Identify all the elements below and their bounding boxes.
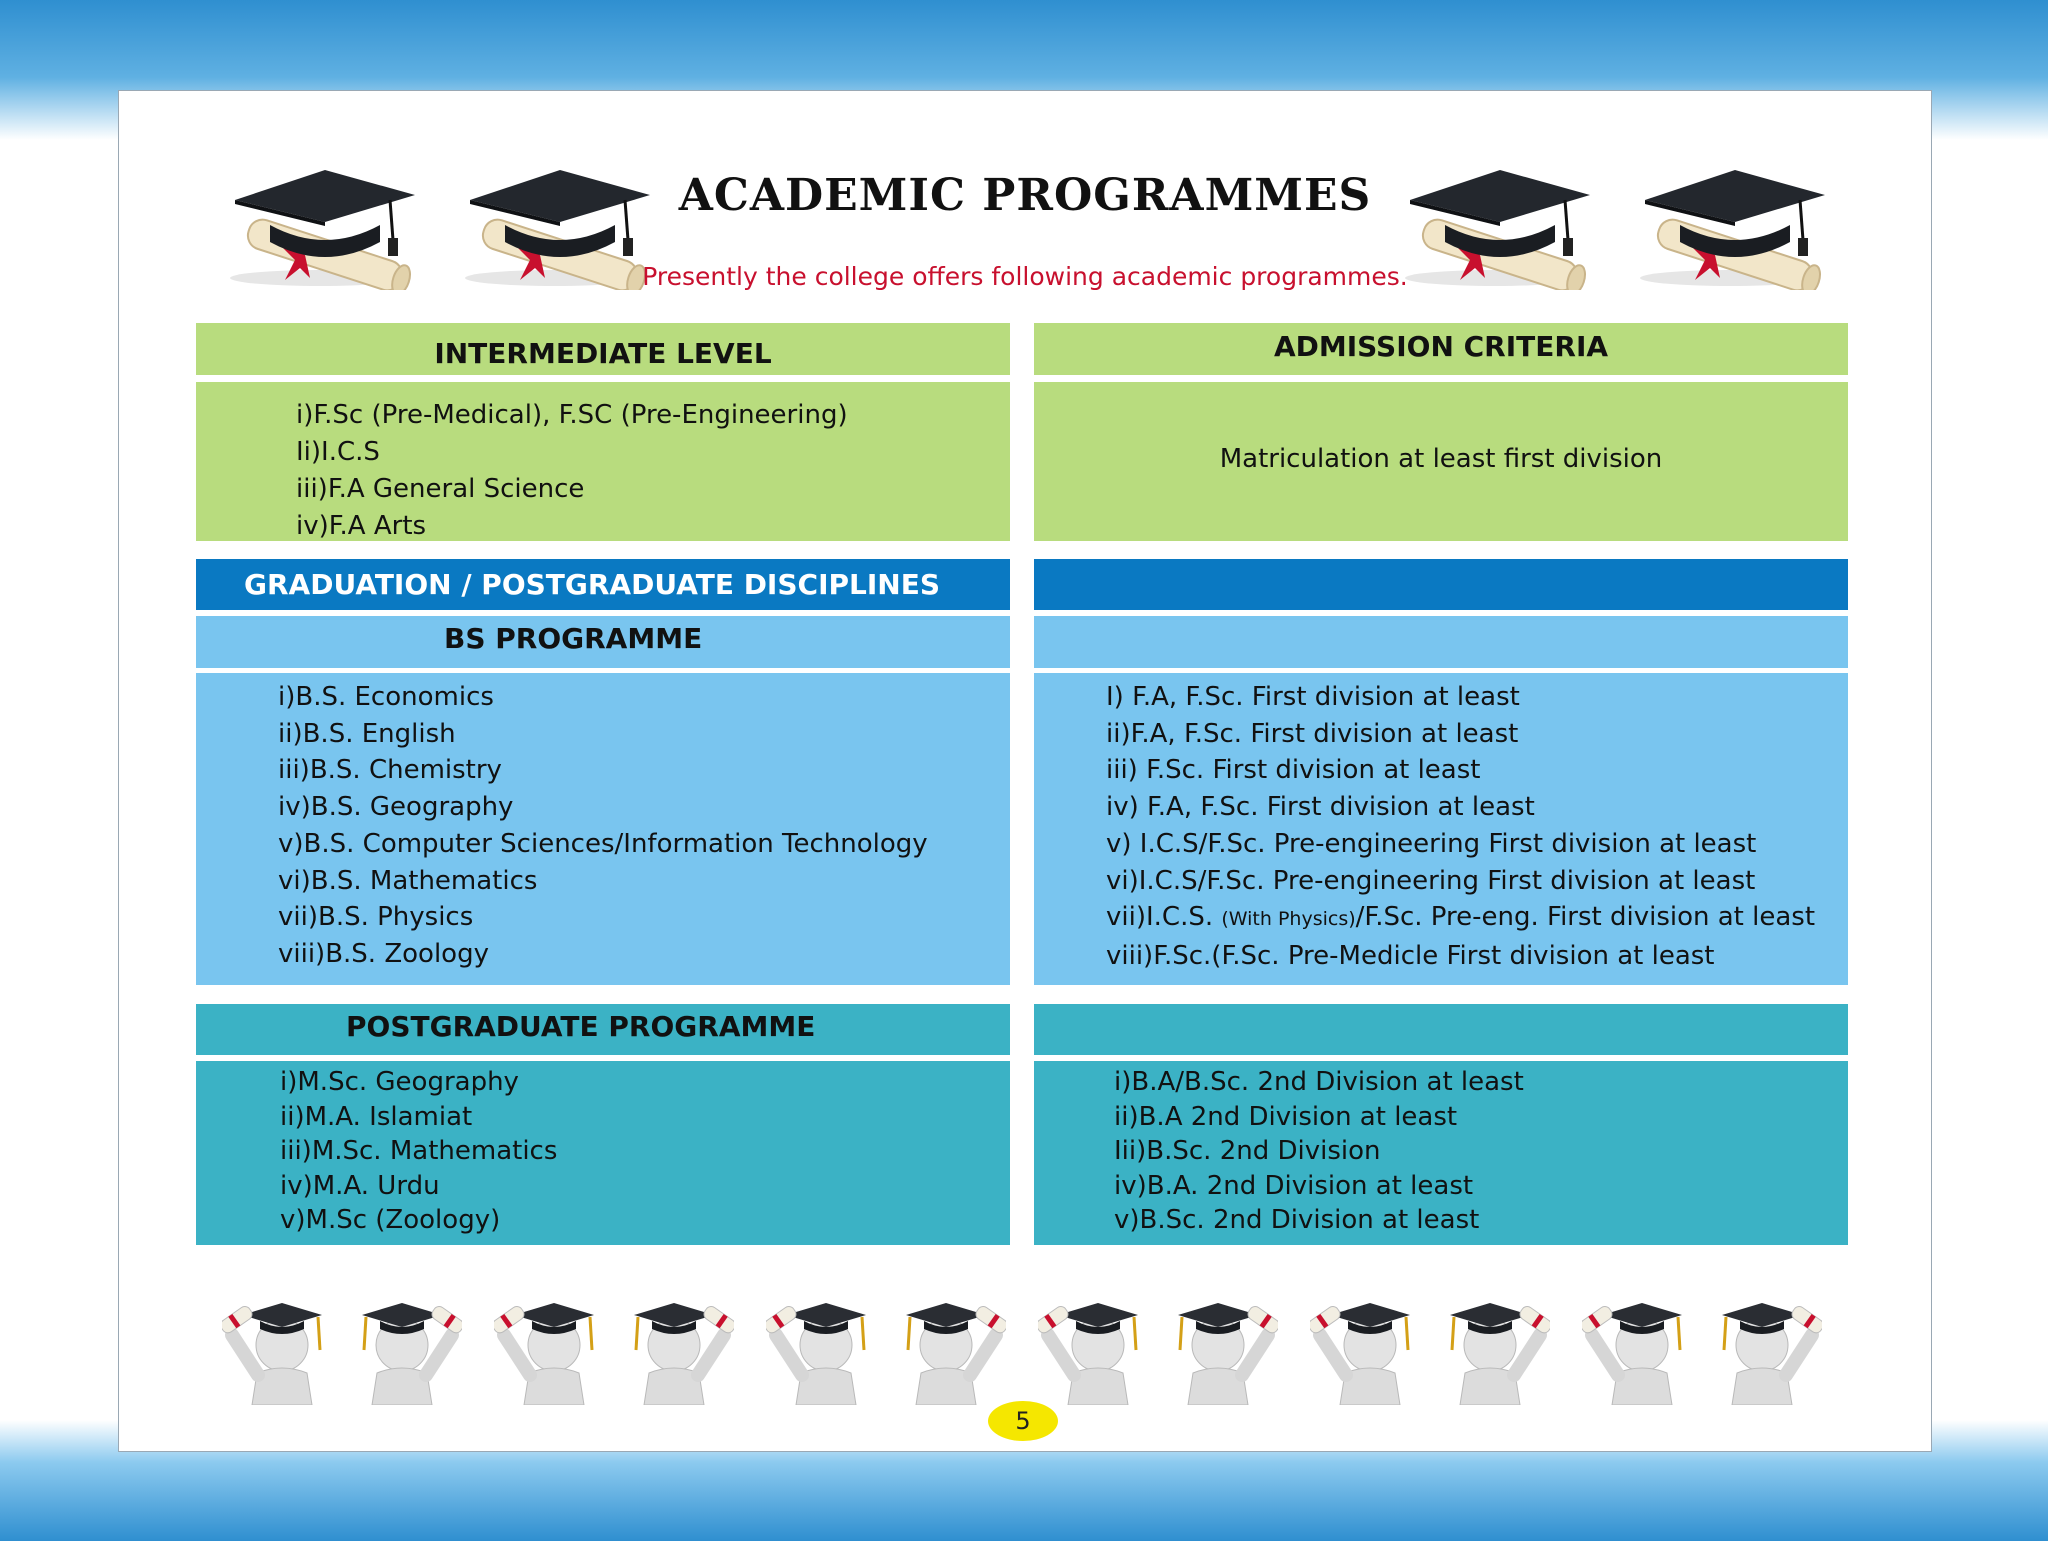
list-item: vi)I.C.S/F.Sc. Pre-engineering First division at least bbox=[1106, 865, 1756, 896]
bs-programme-list bbox=[278, 679, 1010, 973]
list-item bbox=[1106, 899, 1848, 938]
postgraduate-criteria-box bbox=[1034, 1061, 1848, 1245]
postgraduate-criteria-list bbox=[1114, 1065, 1848, 1238]
graduates-figure-icon bbox=[222, 1275, 462, 1405]
list-item: i)B.S. Economics bbox=[278, 682, 494, 712]
graduation-heading: GRADUATION / POSTGRADUATE DISCIPLINES bbox=[244, 568, 940, 601]
page-title: ACADEMIC PROGRAMMES bbox=[678, 170, 1372, 221]
postgraduate-criteria-header bbox=[1034, 1004, 1848, 1055]
bs-programme-heading: BS PROGRAMME bbox=[444, 622, 703, 655]
intermediate-level-header bbox=[196, 323, 1010, 375]
list-item: v) I.C.S/F.Sc. Pre-engineering First division at least bbox=[1106, 828, 1757, 859]
list-item: ii)B.S. English bbox=[278, 718, 456, 749]
list-item: Iii)B.Sc. 2nd Division bbox=[1114, 1136, 1381, 1166]
postgraduate-programmes-box bbox=[196, 1061, 1010, 1245]
graduates-figure-icon bbox=[1582, 1275, 1822, 1405]
list-item: iv)F.A Arts bbox=[296, 511, 427, 541]
postgraduate-programme-list bbox=[280, 1065, 1010, 1238]
list-item: v)M.Sc (Zoology) bbox=[280, 1205, 501, 1235]
bs-criteria-header bbox=[1034, 616, 1848, 668]
list-item: iii)M.Sc. Mathematics bbox=[280, 1136, 558, 1166]
bs-criteria-list bbox=[1106, 679, 1848, 975]
list-item: iv)B.S. Geography bbox=[278, 792, 514, 823]
list-item: ii)B.A 2nd Division at least bbox=[1114, 1101, 1458, 1132]
list-item: Ii)I.C.S bbox=[296, 437, 380, 467]
list-item: I) F.A, F.Sc. First division at least bbox=[1106, 682, 1520, 712]
list-item: iii) F.Sc. First division at least bbox=[1106, 755, 1481, 786]
bs-programmes-box bbox=[196, 673, 1010, 985]
graduates-figure-icon bbox=[1310, 1275, 1550, 1405]
list-item: i)F.Sc (Pre-Medical), F.SC (Pre-Engineering) bbox=[296, 400, 848, 430]
criteria-vii-suffix: /F.Sc. Pre-eng. First division at least bbox=[1355, 902, 1816, 933]
list-item: v)B.S. Computer Sciences/Information Technology bbox=[278, 828, 928, 859]
page-subtitle: Presently the college offers following academic programmes. bbox=[642, 262, 1408, 291]
list-item: i)M.Sc. Geography bbox=[280, 1067, 519, 1097]
graduation-cap-diploma-icon bbox=[1625, 160, 1835, 290]
admission-criteria-header bbox=[1034, 323, 1848, 375]
graduates-figure-icon bbox=[766, 1275, 1006, 1405]
intermediate-criteria-text: Matriculation at least first division bbox=[1219, 444, 1663, 474]
intermediate-programme-list bbox=[296, 397, 1010, 545]
graduates-figure-icon bbox=[1038, 1275, 1278, 1405]
list-item: iv)M.A. Urdu bbox=[280, 1170, 440, 1201]
list-item: iv)B.A. 2nd Division at least bbox=[1114, 1170, 1474, 1201]
intermediate-programmes-box bbox=[196, 382, 1010, 541]
page-number: 5 bbox=[988, 1401, 1058, 1441]
list-item: viii)B.S. Zoology bbox=[278, 938, 489, 969]
list-item: vii)B.S. Physics bbox=[278, 902, 474, 933]
graduates-figure-icon bbox=[494, 1275, 734, 1405]
intermediate-level-heading: INTERMEDIATE LEVEL bbox=[434, 337, 772, 370]
bs-criteria-box bbox=[1034, 673, 1848, 985]
list-item: ii)M.A. Islamiat bbox=[280, 1101, 473, 1132]
postgraduate-header bbox=[196, 1004, 1010, 1055]
list-item: ii)F.A, F.Sc. First division at least bbox=[1106, 718, 1519, 749]
list-item: iii)B.S. Chemistry bbox=[278, 755, 502, 786]
list-item: iv) F.A, F.Sc. First division at least bbox=[1106, 792, 1535, 823]
bs-programme-header bbox=[196, 616, 1010, 668]
graduation-cap-diploma-icon bbox=[215, 160, 425, 290]
list-item: viii)F.Sc.(F.Sc. Pre-Medicle First division at least bbox=[1106, 940, 1715, 971]
graduation-header bbox=[196, 559, 1010, 610]
criteria-vii-small: (With Physics) bbox=[1221, 908, 1356, 931]
list-item: iii)F.A General Science bbox=[296, 474, 585, 504]
criteria-vii-prefix: vii)I.C.S. bbox=[1106, 902, 1222, 933]
admission-criteria-heading: ADMISSION CRITERIA bbox=[1273, 330, 1609, 363]
intermediate-criteria-box bbox=[1034, 382, 1848, 541]
postgraduate-heading: POSTGRADUATE PROGRAMME bbox=[346, 1010, 816, 1043]
list-item: vi)B.S. Mathematics bbox=[278, 865, 538, 896]
list-item: i)B.A/B.Sc. 2nd Division at least bbox=[1114, 1067, 1524, 1097]
list-item: v)B.Sc. 2nd Division at least bbox=[1114, 1205, 1480, 1235]
graduation-header-right bbox=[1034, 559, 1848, 610]
